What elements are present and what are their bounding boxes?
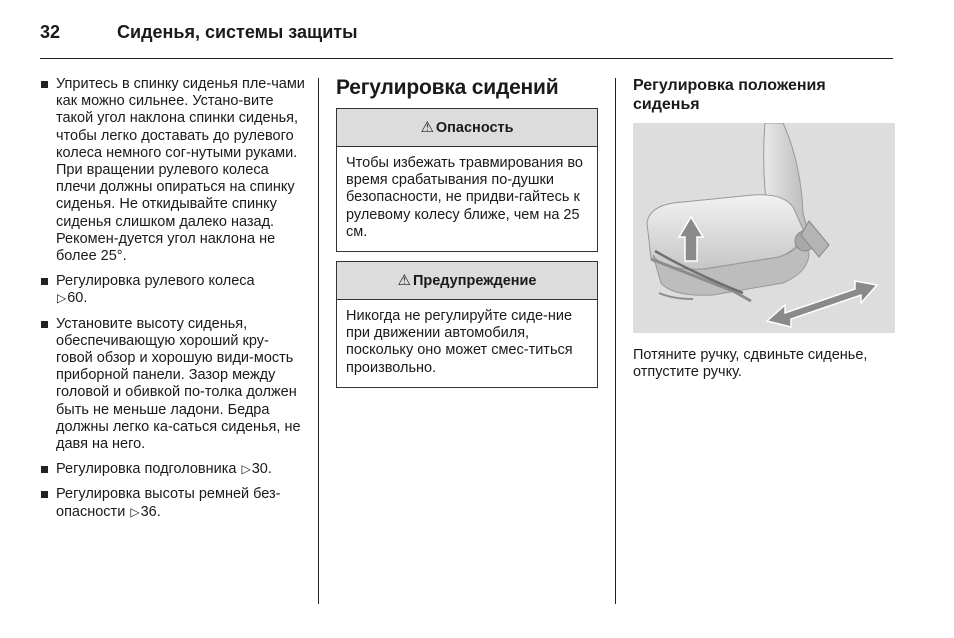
reference-arrow-icon: ▷	[57, 291, 67, 306]
list-item: Регулировка подголовника ▷30.	[40, 461, 305, 478]
list-item: Регулировка рулевого колеса ▷60.	[40, 273, 305, 307]
column-right	[633, 76, 895, 381]
page-reference[interactable]: 60.	[67, 290, 88, 307]
page-reference[interactable]: 30.	[251, 461, 272, 478]
danger-text: Чтобы избежать травмирования во время срабатывания по-душки безопасности, не придви-гайтесь к рулевому колесу ближе, чем на 25 см.	[346, 155, 583, 240]
warning-triangle-icon: ⚠	[397, 272, 411, 290]
column-left	[40, 76, 305, 529]
danger-box	[336, 108, 598, 252]
column-middle	[336, 76, 598, 397]
warning-text: Никогда не регулируйте сиде-ние при движении автомобиля, поскольку оно может смес-титься произвольно.	[346, 308, 573, 376]
subsection-title: Регулировка положения сиденья	[633, 77, 826, 113]
list-item: Установите высоту сиденья, обеспечивающую хороший кру-говой обзор и хорошую види-мость приборной панели. Зазор между головой и обивкой по-толка должен быть не меньше ладони. Бедра должны легко ка-саться сиденья, не давя на него.	[40, 316, 305, 454]
list-item: Регулировка высоты ремней без-опасности ▷36.	[40, 486, 305, 520]
section-title: Регулировка сидений	[336, 76, 559, 99]
illustration-caption: Потяните ручку, сдвиньте сиденье, отпустите ручку.	[633, 347, 868, 381]
seat-drawing	[633, 123, 895, 333]
fore-aft-arrow-icon	[767, 281, 877, 327]
column-divider-right	[615, 78, 616, 604]
warning-box	[336, 261, 598, 388]
reference-arrow-icon: ▷	[130, 504, 140, 519]
warning-label: Предупреждение	[412, 273, 537, 290]
page-title: Сиденья, системы защиты	[117, 22, 358, 42]
warning-triangle-icon: ⚠	[420, 119, 434, 136]
danger-label: Опасность	[435, 120, 514, 136]
seat-adjustment-illustration	[633, 123, 895, 333]
reference-arrow-icon: ▷	[241, 462, 251, 477]
warning-header	[337, 262, 597, 300]
page-reference[interactable]: 36.	[140, 503, 161, 520]
list-item: Упритесь в спинку сиденья пле-чами как можно сильнее. Устано-вите такой угол наклона спинки сиденья, чтобы легко доставать до рулевого колеса немного сог-нутыми руками. При вращении рулевого колеса плечи должны опираться на спинку сиденья. Не откидывайте спинку сиденья слишком далеко назад. Рекомен-дуется угол наклона не более 25°.	[40, 76, 305, 265]
page-header	[40, 20, 893, 59]
danger-header	[337, 109, 597, 147]
bullet-list	[40, 76, 305, 521]
column-divider-left	[318, 78, 319, 604]
page-number: 32	[40, 22, 61, 42]
